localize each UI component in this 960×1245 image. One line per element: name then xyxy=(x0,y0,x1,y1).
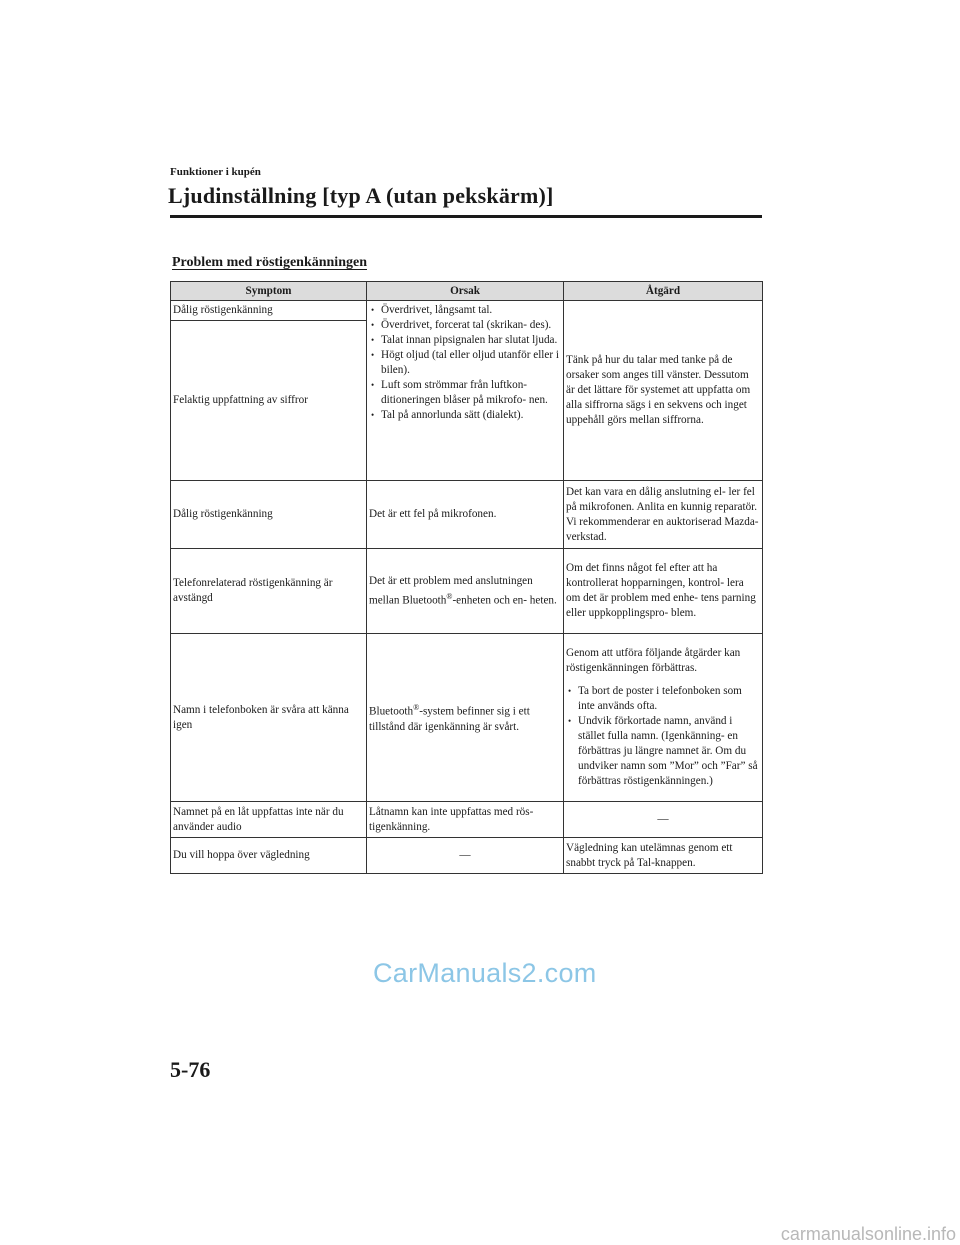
spacer xyxy=(566,676,760,684)
cause-text: -system befinner sig i ett tillstånd där igenkänning är svårt. xyxy=(369,705,530,733)
registered-mark: ® xyxy=(446,591,453,601)
header-action: Åtgärd xyxy=(564,282,763,301)
table-row xyxy=(171,634,763,802)
cause-cell: Det är ett fel på mikrofonen. xyxy=(367,481,564,549)
cause-text: -enheten och en- heten. xyxy=(452,594,557,607)
symptom-cell: Felaktig uppfattning av siffror xyxy=(171,321,367,481)
cause-cell xyxy=(367,301,564,481)
symptom-cell: Namnet på en låt uppfattas inte när du använder audio xyxy=(171,802,367,838)
action-cell: Det kan vara en dålig anslutning el- ler fel på mikrofonen. Anlita en kunnig reparatör. Vi rekommenderar en auktoriserad Mazda-verkstad. xyxy=(564,481,763,549)
list-item: • Tal på annorlunda sätt (dialekt). xyxy=(369,408,561,423)
list-item: • Överdrivet, forcerat tal (skrikan- des). xyxy=(369,318,561,333)
list-item: • Undvik förkortade namn, använd i stället fulla namn. (Igenkänning- en förbättras ju längre namnet är. Om du undviker namn som ”Mor” och ”Far” så förbättras röstigenkänningen.) xyxy=(566,714,760,789)
action-cell xyxy=(564,634,763,802)
cause-list xyxy=(369,303,561,423)
symptom-cell: Du vill hoppa över vägledning xyxy=(171,838,367,874)
action-cell: Vägledning kan utelämnas genom ett snabbt tryck på Tal-knappen. xyxy=(564,838,763,874)
list-item: • Luft som strömmar från luftkon- ditioneringen blåser på mikrofo- nen. xyxy=(369,378,561,408)
troubleshooting-table xyxy=(170,281,763,874)
cause-cell xyxy=(367,549,564,634)
symptom-cell: Dålig röstigenkänning xyxy=(171,481,367,549)
symptom-cell: Dålig röstigenkänning xyxy=(171,301,367,321)
header-cause: Orsak xyxy=(367,282,564,301)
cause-cell xyxy=(367,634,564,802)
sub-heading: Problem med röstigenkänningen xyxy=(172,255,367,270)
table-row xyxy=(171,838,763,874)
page-number: 5-76 xyxy=(170,1057,211,1082)
table-row xyxy=(171,301,763,321)
table-row xyxy=(171,802,763,838)
list-item: • Högt oljud (tal eller oljud utanför eller i bilen). xyxy=(369,348,561,378)
action-intro: Genom att utföra följande åtgärder kan röstigenkänningen förbättras. xyxy=(566,647,741,674)
header-symptom: Symptom xyxy=(171,282,367,301)
symptom-cell: Telefonrelaterad röstigenkänning är avstängd xyxy=(171,549,367,634)
list-item: • Överdrivet, långsamt tal. xyxy=(369,303,561,318)
action-cell: Tänk på hur du talar med tanke på de orsaker som anges till vänster. Dessutom är det lättare för systemet att uppfatta om alla siffrorna sägs i en sekvens och inget uppehåll görs mellan siffrorna. xyxy=(564,301,763,481)
table-row xyxy=(171,549,763,634)
symptom-cell: Namn i telefonboken är svåra att känna igen xyxy=(171,634,367,802)
cause-cell: — xyxy=(367,838,564,874)
table-header-row xyxy=(171,282,763,301)
registered-mark: ® xyxy=(413,703,420,713)
title-rule xyxy=(170,215,762,218)
footer-url: carmanualsonline.info xyxy=(780,1224,956,1244)
action-list xyxy=(566,684,760,789)
list-item: • Talat innan pipsignalen har slutat ljuda. xyxy=(369,333,561,348)
action-cell: — xyxy=(564,802,763,838)
table-row xyxy=(171,481,763,549)
page-title: Ljudinställning [typ A (utan pekskärm)] xyxy=(168,183,554,208)
list-item: • Ta bort de poster i telefonboken som inte används ofta. xyxy=(566,684,760,714)
watermark: CarManuals2.com xyxy=(373,958,597,988)
cause-text: Det är ett problem med anslutningen mellan Bluetooth xyxy=(369,574,533,607)
cause-text: Bluetooth xyxy=(369,705,414,718)
action-cell: Om det finns något fel efter att ha kontrollerat hopparningen, kontrol- lera om det är problem med enhe- tens parning eller uppkopplingspro- blem. xyxy=(564,549,763,634)
section-label: Funktioner i kupén xyxy=(170,166,261,178)
cause-cell: Låtnamn kan inte uppfattas med rös- tigenkänning. xyxy=(367,802,564,838)
